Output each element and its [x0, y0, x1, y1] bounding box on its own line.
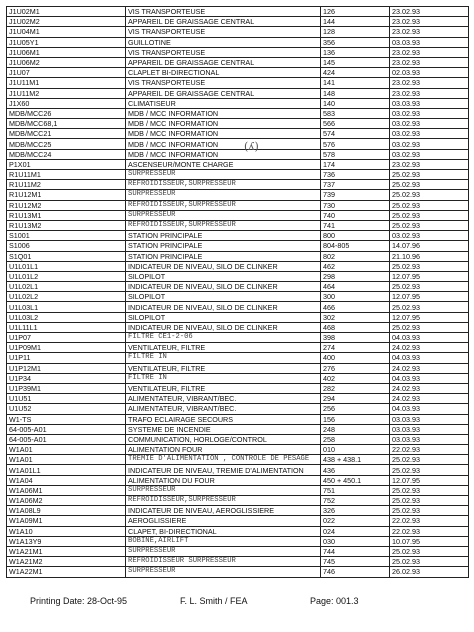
table-row [7, 322, 469, 332]
tag-cell: W1A10 [7, 526, 126, 536]
description-cell: SURPRESSEUR [126, 170, 321, 180]
date-cell: 03.03.93 [390, 414, 469, 424]
tag-cell: U1P39M1 [7, 383, 126, 393]
description-cell: REFROIDISSEUR SURPRESSEUR [126, 557, 321, 567]
description-cell: MDB / MCC INFORMATION [126, 108, 321, 118]
description-cell: VENTILATEUR, FILTRE [126, 343, 321, 353]
number-cell: 256 [321, 404, 390, 414]
date-cell: 03.02.93 [390, 149, 469, 159]
table-row [7, 475, 469, 485]
table-row [7, 139, 469, 149]
tag-cell: MDB/MCC26 [7, 108, 126, 118]
date-cell: 12.07.95 [390, 475, 469, 485]
description-cell: FILTRE IN [126, 353, 321, 363]
description-cell: REFROIDISSEUR,SURPRESSEUR [126, 200, 321, 210]
number-cell: 141 [321, 78, 390, 88]
description-cell: SURPRESSEUR [126, 567, 321, 577]
tag-cell: U1P07 [7, 333, 126, 343]
number-cell: 302 [321, 312, 390, 322]
table-row [7, 383, 469, 393]
tag-cell: U1L01L2 [7, 271, 126, 281]
number-cell: 136 [321, 47, 390, 57]
date-cell: 25.02.93 [390, 485, 469, 495]
number-cell: 356 [321, 37, 390, 47]
date-cell: 04.03.93 [390, 404, 469, 414]
table-row [7, 455, 469, 465]
table-row [7, 27, 469, 37]
number-cell: 450 + 450.1 [321, 475, 390, 485]
date-cell: 04.03.93 [390, 333, 469, 343]
equipment-table-body [7, 7, 469, 578]
description-cell: MDB / MCC INFORMATION [126, 119, 321, 129]
tag-cell: R1U12M2 [7, 200, 126, 210]
table-row [7, 526, 469, 536]
number-cell: 274 [321, 343, 390, 353]
tag-cell: J1U06M2 [7, 57, 126, 67]
number-cell: 737 [321, 180, 390, 190]
number-cell: 030 [321, 536, 390, 546]
description-cell: CLAPLET BI-DIRECTIONAL [126, 68, 321, 78]
date-cell: 25.02.93 [390, 261, 469, 271]
description-cell: ALIMENTATION DU FOUR [126, 475, 321, 485]
tag-cell: S1Q01 [7, 251, 126, 261]
table-row [7, 57, 469, 67]
date-cell: 23.02.93 [390, 88, 469, 98]
number-cell: 010 [321, 445, 390, 455]
number-cell: 402 [321, 373, 390, 383]
table-row [7, 424, 469, 434]
table-row [7, 343, 469, 353]
number-cell: 468 [321, 322, 390, 332]
tag-cell: MDB/MCC25 [7, 139, 126, 149]
description-cell: CLAPET, BI-DIRECTIONAL [126, 526, 321, 536]
description-cell: APPAREIL DE GRAISSAGE CENTRAL [126, 57, 321, 67]
date-cell: 04.03.93 [390, 373, 469, 383]
description-cell: VIS TRANSPORTEUSE [126, 7, 321, 17]
table-row [7, 302, 469, 312]
description-cell: SURPRESSEUR [126, 210, 321, 220]
tag-cell: 64-005-A01 [7, 424, 126, 434]
description-cell: STATION PRINCIPALE [126, 231, 321, 241]
description-cell: INDICATEUR DE NIVEAU, TREMIE D'ALIMENTATION [126, 465, 321, 475]
table-row [7, 180, 469, 190]
number-cell: 751 [321, 485, 390, 495]
tag-cell: J1U02M2 [7, 17, 126, 27]
date-cell: 25.02.93 [390, 302, 469, 312]
table-row [7, 88, 469, 98]
tag-cell: W1-TS [7, 414, 126, 424]
tag-cell: W1A04 [7, 475, 126, 485]
number-cell: 566 [321, 119, 390, 129]
date-cell: 03.03.93 [390, 37, 469, 47]
table-row [7, 7, 469, 17]
tag-cell: U1P09M1 [7, 343, 126, 353]
number-cell: 174 [321, 159, 390, 169]
number-cell: 804-805 [321, 241, 390, 251]
date-cell: 25.02.93 [390, 557, 469, 567]
number-cell: 736 [321, 170, 390, 180]
tag-cell: W1A01 [7, 445, 126, 455]
table-row [7, 98, 469, 108]
description-cell: GUILLOTINE [126, 37, 321, 47]
table-row [7, 414, 469, 424]
number-cell: 024 [321, 526, 390, 536]
date-cell: 02.03.93 [390, 68, 469, 78]
date-cell: 24.02.93 [390, 343, 469, 353]
date-cell: 03.02.93 [390, 129, 469, 139]
handwritten-mark: (ʎ) [244, 140, 259, 153]
table-row [7, 78, 469, 88]
description-cell: STATION PRINCIPALE [126, 251, 321, 261]
tag-cell: U1U51 [7, 394, 126, 404]
tag-cell: R1U11M2 [7, 180, 126, 190]
date-cell: 25.02.93 [390, 496, 469, 506]
table-row [7, 149, 469, 159]
tag-cell: U1L11L1 [7, 322, 126, 332]
table-row [7, 271, 469, 281]
number-cell: 282 [321, 383, 390, 393]
date-cell: 25.02.93 [390, 180, 469, 190]
table-row [7, 37, 469, 47]
date-cell: 23.02.93 [390, 17, 469, 27]
date-cell: 03.02.93 [390, 139, 469, 149]
description-cell: VIS TRANSPORTEUSE [126, 78, 321, 88]
description-cell: FILTRE IN [126, 373, 321, 383]
description-cell: SURPRESSEUR [126, 485, 321, 495]
description-cell: REFROIDISSEUR,SURPRESSEUR [126, 496, 321, 506]
tag-cell: S1006 [7, 241, 126, 251]
page-number: Page: 001.3 [310, 596, 359, 606]
description-cell: INDICATEUR DE NIVEAU, AEROGLISSIERE [126, 506, 321, 516]
table-row [7, 496, 469, 506]
description-cell: FILTRE CE1-2-06 [126, 333, 321, 343]
date-cell: 03.03.93 [390, 98, 469, 108]
table-row [7, 373, 469, 383]
description-cell: MDB / MCC INFORMATION [126, 139, 321, 149]
number-cell: 148 [321, 88, 390, 98]
number-cell: 400 [321, 353, 390, 363]
description-cell: APPAREIL DE GRAISSAGE CENTRAL [126, 88, 321, 98]
tag-cell: U1L03L2 [7, 312, 126, 322]
description-cell: SILOPILOT [126, 271, 321, 281]
number-cell: 140 [321, 98, 390, 108]
description-cell: AEROGLISSIERE [126, 516, 321, 526]
date-cell: 25.02.93 [390, 170, 469, 180]
number-cell: 752 [321, 496, 390, 506]
date-cell: 12.07.95 [390, 292, 469, 302]
table-row [7, 363, 469, 373]
date-cell: 03.03.93 [390, 424, 469, 434]
tag-cell: W1A13Y9 [7, 536, 126, 546]
date-cell: 12.07.95 [390, 271, 469, 281]
description-cell: VIS TRANSPORTEUSE [126, 47, 321, 57]
date-cell: 26.02.93 [390, 567, 469, 577]
tag-cell: W1A06M1 [7, 485, 126, 495]
table-row [7, 292, 469, 302]
number-cell: 438 + 438.1 [321, 455, 390, 465]
number-cell: 300 [321, 292, 390, 302]
tag-cell: J1U06M1 [7, 47, 126, 57]
date-cell: 23.02.93 [390, 27, 469, 37]
date-cell: 21.10.96 [390, 251, 469, 261]
description-cell: SILOPILOT [126, 292, 321, 302]
table-row [7, 190, 469, 200]
tag-cell: R1U13M2 [7, 220, 126, 230]
number-cell: 741 [321, 220, 390, 230]
tag-cell: MDB/MCC24 [7, 149, 126, 159]
date-cell: 03.02.93 [390, 108, 469, 118]
description-cell: VENTILATEUR, FILTRE [126, 383, 321, 393]
author: F. L. Smith / FEA [180, 596, 248, 606]
description-cell: CLIMATISEUR [126, 98, 321, 108]
tag-cell: J1U04M1 [7, 27, 126, 37]
description-cell: MDB / MCC INFORMATION [126, 149, 321, 159]
description-cell: STATION PRINCIPALE [126, 241, 321, 251]
date-cell: 23.02.93 [390, 78, 469, 88]
table-row [7, 210, 469, 220]
tag-cell: R1U13M1 [7, 210, 126, 220]
date-cell: 23.02.93 [390, 57, 469, 67]
number-cell: 144 [321, 17, 390, 27]
number-cell: 156 [321, 414, 390, 424]
description-cell: TRAFO ECLAIRAGE SECOURS [126, 414, 321, 424]
date-cell: 03.02.93 [390, 119, 469, 129]
tag-cell: W1A21M2 [7, 557, 126, 567]
number-cell: 126 [321, 7, 390, 17]
description-cell: VIS TRANSPORTEUSE [126, 27, 321, 37]
tag-cell: MDB/MCC68,1 [7, 119, 126, 129]
date-cell: 24.02.93 [390, 363, 469, 373]
table-row [7, 17, 469, 27]
table-row [7, 251, 469, 261]
tag-cell: J1X60 [7, 98, 126, 108]
table-row [7, 536, 469, 546]
date-cell: 12.07.95 [390, 312, 469, 322]
tag-cell: J1U11M1 [7, 78, 126, 88]
tag-cell: W1A01 [7, 455, 126, 465]
table-row [7, 557, 469, 567]
number-cell: 746 [321, 567, 390, 577]
date-cell: 23.02.93 [390, 159, 469, 169]
description-cell: INDICATEUR DE NIVEAU, SILO DE CLINKER [126, 261, 321, 271]
tag-cell: MDB/MCC21 [7, 129, 126, 139]
tag-cell: P1X01 [7, 159, 126, 169]
date-cell: 23.02.93 [390, 7, 469, 17]
description-cell: ALIMENTATEUR, VIBRANT/BEC. [126, 404, 321, 414]
tag-cell: U1P11 [7, 353, 126, 363]
table-row [7, 47, 469, 57]
tag-cell: U1L01L1 [7, 261, 126, 271]
number-cell: 276 [321, 363, 390, 373]
tag-cell: U1L02L2 [7, 292, 126, 302]
table-row [7, 220, 469, 230]
date-cell: 25.02.93 [390, 200, 469, 210]
number-cell: 436 [321, 465, 390, 475]
table-row [7, 312, 469, 322]
description-cell: ALIMENTATION FOUR [126, 445, 321, 455]
date-cell: 03.02.93 [390, 231, 469, 241]
tag-cell: R1U12M1 [7, 190, 126, 200]
date-cell: 22.02.93 [390, 445, 469, 455]
tag-cell: W1A08L9 [7, 506, 126, 516]
table-row [7, 445, 469, 455]
tag-cell: 64-005-A01 [7, 434, 126, 444]
date-cell: 25.02.93 [390, 282, 469, 292]
tag-cell: U1L02L1 [7, 282, 126, 292]
date-cell: 25.02.93 [390, 455, 469, 465]
number-cell: 022 [321, 516, 390, 526]
number-cell: 258 [321, 434, 390, 444]
description-cell: COMMUNICATION, HORLOGE/CONTROL [126, 434, 321, 444]
number-cell: 462 [321, 261, 390, 271]
number-cell: 739 [321, 190, 390, 200]
tag-cell: W1A22M1 [7, 567, 126, 577]
tag-cell: J1U07 [7, 68, 126, 78]
number-cell: 128 [321, 27, 390, 37]
number-cell: 466 [321, 302, 390, 312]
table-row [7, 108, 469, 118]
table-row [7, 506, 469, 516]
tag-cell: J1U02M1 [7, 7, 126, 17]
tag-cell: W1A01L1 [7, 465, 126, 475]
table-row [7, 68, 469, 78]
description-cell: MDB / MCC INFORMATION [126, 129, 321, 139]
number-cell: 424 [321, 68, 390, 78]
date-cell: 25.02.93 [390, 546, 469, 556]
number-cell: 740 [321, 210, 390, 220]
date-cell: 22.02.93 [390, 526, 469, 536]
date-cell: 10.07.95 [390, 536, 469, 546]
number-cell: 745 [321, 557, 390, 567]
table-row [7, 119, 469, 129]
tag-cell: W1A06M2 [7, 496, 126, 506]
date-cell: 25.02.93 [390, 506, 469, 516]
tag-cell: W1A09M1 [7, 516, 126, 526]
date-cell: 04.03.93 [390, 353, 469, 363]
equipment-table [6, 6, 469, 578]
tag-cell: U1P34 [7, 373, 126, 383]
table-row [7, 261, 469, 271]
number-cell: 578 [321, 149, 390, 159]
number-cell: 744 [321, 546, 390, 556]
number-cell: 730 [321, 200, 390, 210]
table-row [7, 567, 469, 577]
tag-cell: J1U05Y1 [7, 37, 126, 47]
tag-cell: W1A21M1 [7, 546, 126, 556]
date-cell: 22.02.93 [390, 516, 469, 526]
number-cell: 398 [321, 333, 390, 343]
description-cell: INDICATEUR DE NIVEAU, SILO DE CLINKER [126, 302, 321, 312]
description-cell: BOBINE,AIRLIFT [126, 536, 321, 546]
tag-cell: J1U11M2 [7, 88, 126, 98]
equipment-list-sheet [6, 6, 468, 578]
table-row [7, 404, 469, 414]
date-cell: 25.02.93 [390, 465, 469, 475]
date-cell: 03.03.93 [390, 434, 469, 444]
table-row [7, 129, 469, 139]
table-row [7, 333, 469, 343]
table-row [7, 353, 469, 363]
tag-cell: R1U11M1 [7, 170, 126, 180]
table-row [7, 170, 469, 180]
date-cell: 14.07.96 [390, 241, 469, 251]
date-cell: 23.02.93 [390, 47, 469, 57]
date-cell: 25.02.93 [390, 220, 469, 230]
number-cell: 802 [321, 251, 390, 261]
date-cell: 25.02.93 [390, 322, 469, 332]
description-cell: SURPRESSEUR [126, 190, 321, 200]
date-cell: 24.02.93 [390, 383, 469, 393]
description-cell: SYSTEME DE INCENDIE [126, 424, 321, 434]
table-row [7, 546, 469, 556]
tag-cell: U1L03L1 [7, 302, 126, 312]
tag-cell: U1U52 [7, 404, 126, 414]
number-cell: 583 [321, 108, 390, 118]
table-row [7, 434, 469, 444]
date-cell: 25.02.93 [390, 190, 469, 200]
number-cell: 464 [321, 282, 390, 292]
date-cell: 25.02.93 [390, 210, 469, 220]
tag-cell: U1P12M1 [7, 363, 126, 373]
table-row [7, 241, 469, 251]
table-row [7, 282, 469, 292]
table-row [7, 200, 469, 210]
table-row [7, 516, 469, 526]
description-cell: INDICATEUR DE NIVEAU, SILO DE CLINKER [126, 322, 321, 332]
description-cell: APPAREIL DE GRAISSAGE CENTRAL [126, 17, 321, 27]
number-cell: 248 [321, 424, 390, 434]
description-cell: ASCENSEUR/MONTE CHARGE [126, 159, 321, 169]
table-row [7, 485, 469, 495]
description-cell: SURPRESSEUR [126, 546, 321, 556]
description-cell: SILOPILOT [126, 312, 321, 322]
table-row [7, 231, 469, 241]
table-row [7, 394, 469, 404]
description-cell: TREMIE D'ALIMENTATION , CONTROLE DE PESAGE [126, 455, 321, 465]
table-row [7, 465, 469, 475]
description-cell: VENTILATEUR, FILTRE [126, 363, 321, 373]
number-cell: 574 [321, 129, 390, 139]
tag-cell: S1001 [7, 231, 126, 241]
number-cell: 800 [321, 231, 390, 241]
description-cell: INDICATEUR DE NIVEAU, SILO DE CLINKER [126, 282, 321, 292]
number-cell: 326 [321, 506, 390, 516]
number-cell: 294 [321, 394, 390, 404]
printing-date: Printing Date: 28-Oct-95 [30, 596, 128, 606]
table-row [7, 159, 469, 169]
description-cell: ALIMENTATEUR, VIBRANT/BEC. [126, 394, 321, 404]
number-cell: 145 [321, 57, 390, 67]
number-cell: 576 [321, 139, 390, 149]
description-cell: REFROIDISSEUR,SURPRESSEUR [126, 220, 321, 230]
number-cell: 298 [321, 271, 390, 281]
date-cell: 24.02.93 [390, 394, 469, 404]
description-cell: REFROIDISSEUR,SURPRESSEUR [126, 180, 321, 190]
